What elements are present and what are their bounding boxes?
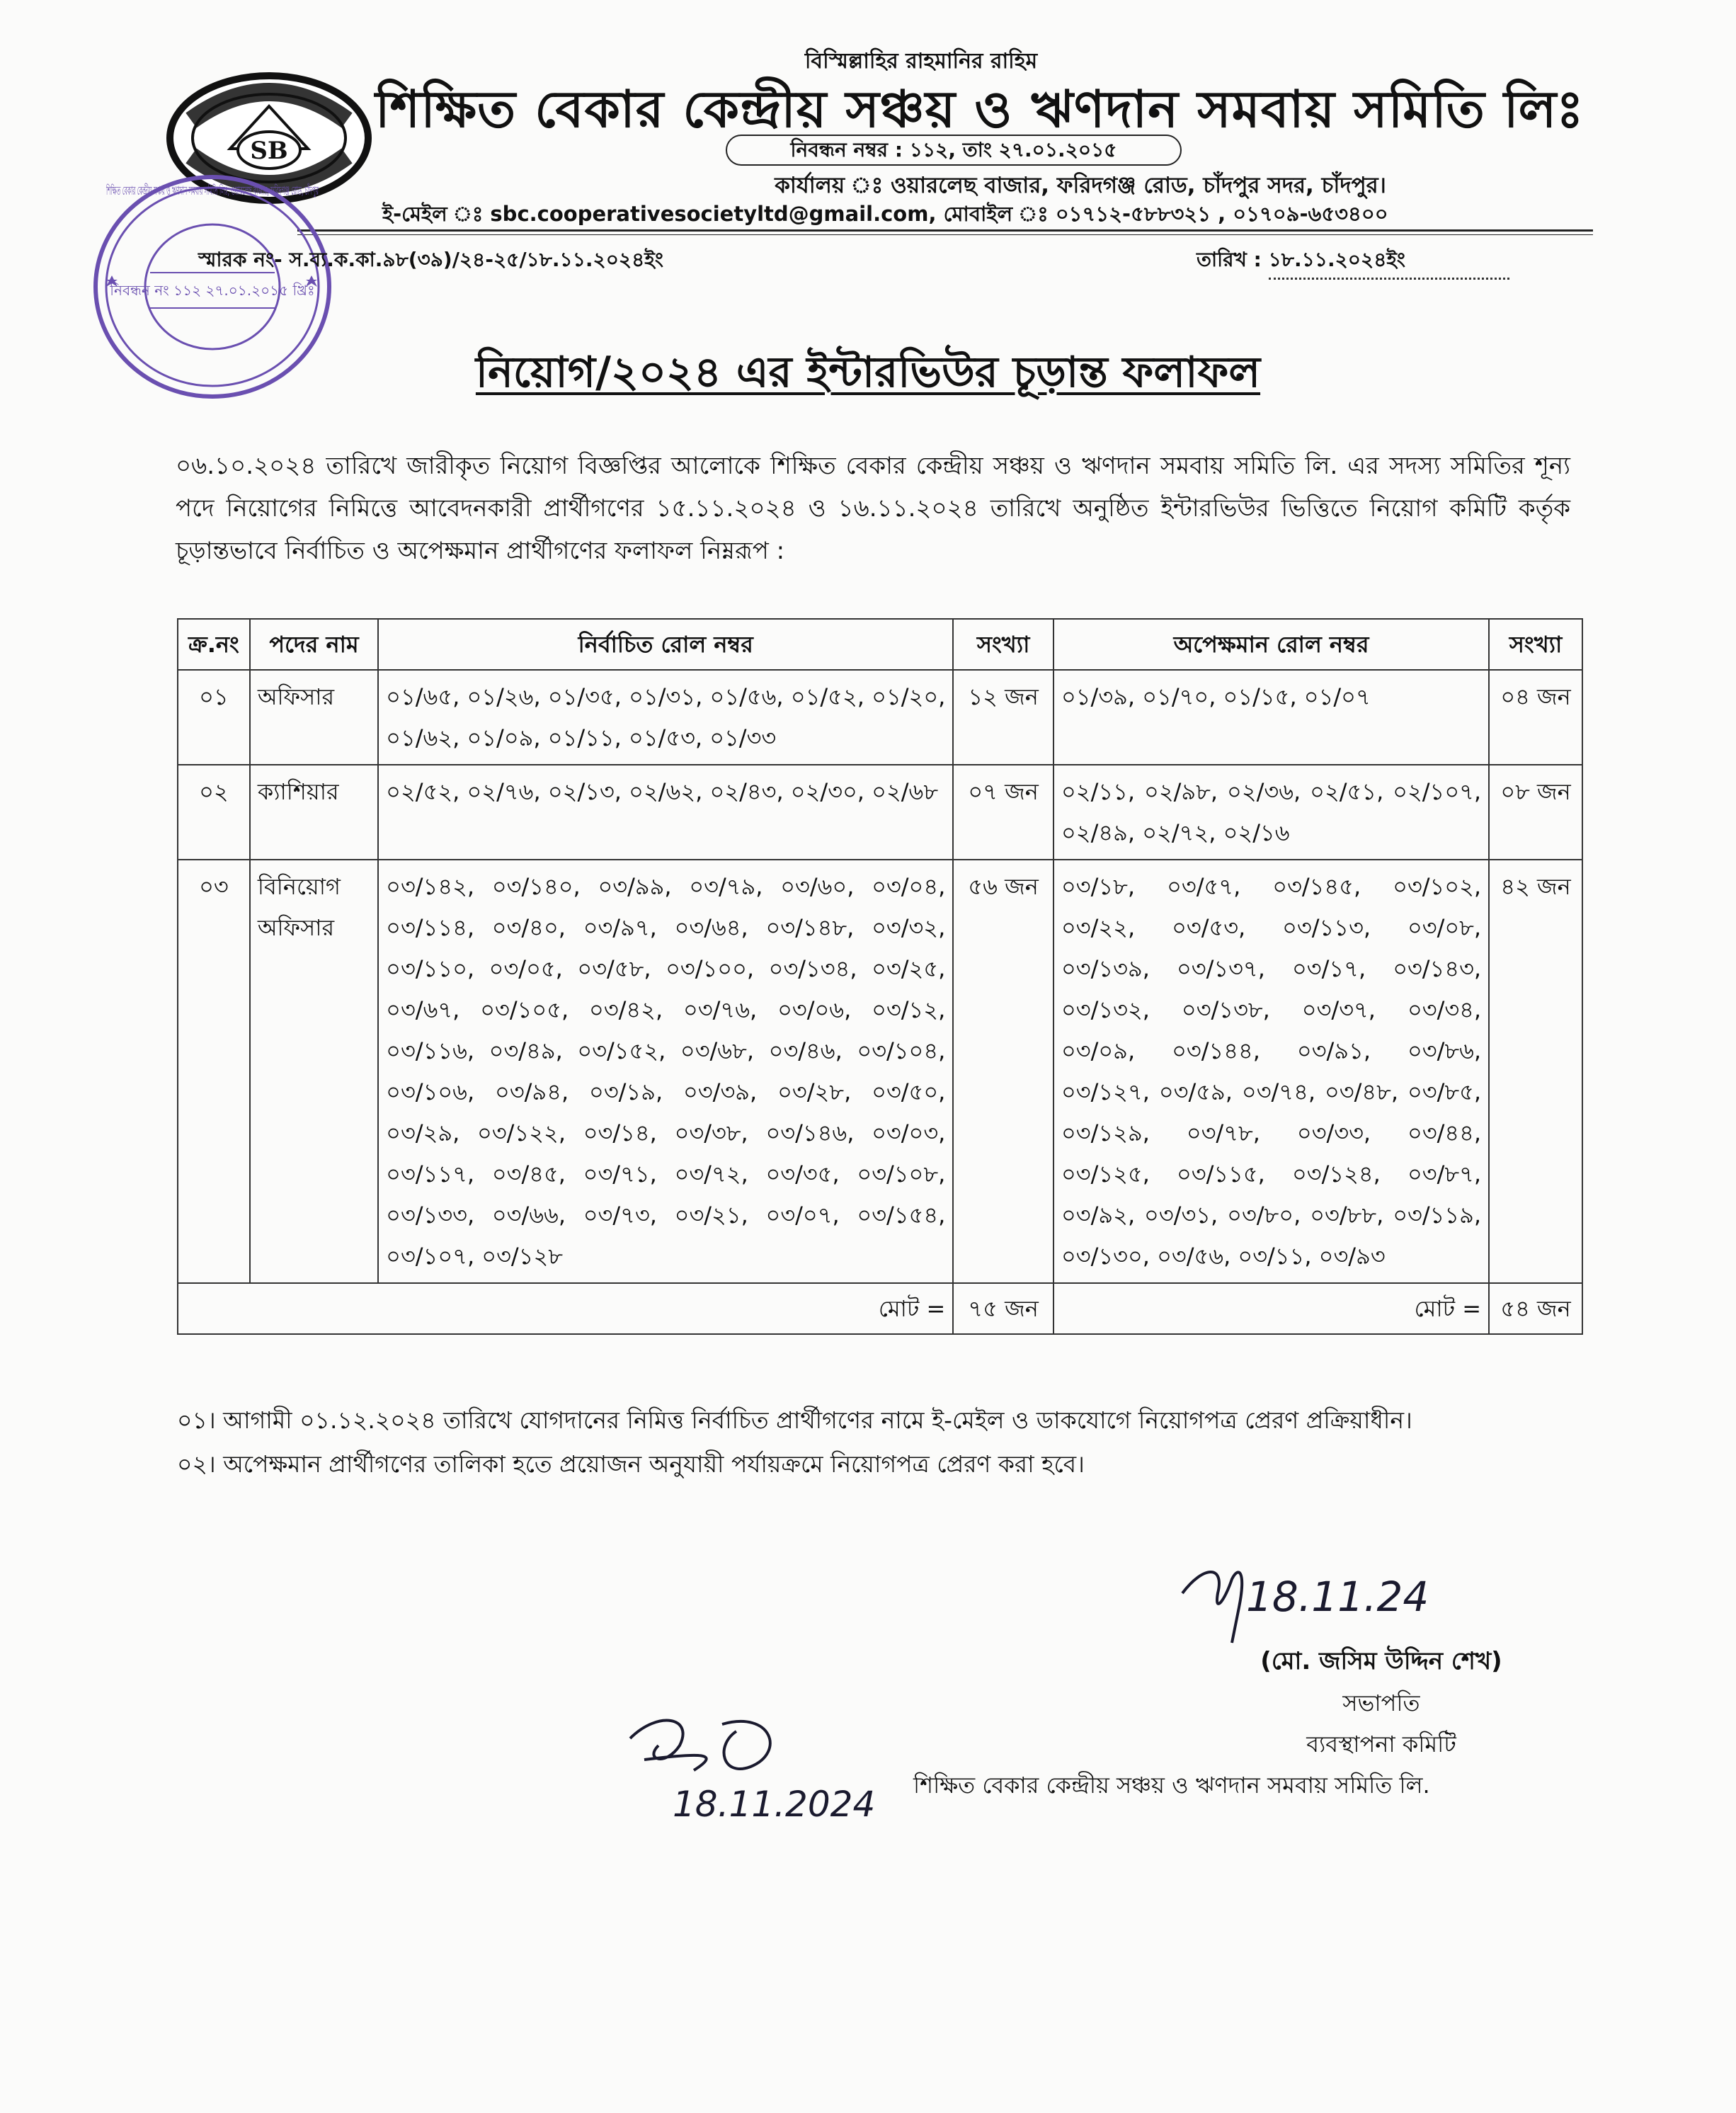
note-item: ০১। আগামী ০১.১২.২০২৪ তারিখে যোগদানের নিমিত্ত নির্বাচিত প্রার্থীগণের নামে ই-মেইল ও ডাকযোগে নিয়োগপত্র প্রেরণ প্রক্রিয়াধীন। [177, 1406, 1412, 1434]
row-selected-count: ৫৬ জন [953, 860, 1053, 1283]
header-sl: ক্র.নং [178, 619, 250, 670]
row-sl: ০৩ [178, 860, 250, 1283]
issue-date [1197, 244, 1509, 280]
memo-number [198, 244, 663, 278]
row-selected-rolls: ০৩/১৪২, ০৩/১৪০, ০৩/৯৯, ০৩/৭৯, ০৩/৬০, ০৩/০৪, ০৩/১১৪, ০৩/৪০, ০৩/৯৭, ০৩/৬৪, ০৩/১৪৮, ০৩/৩২, ০৩/১১০, ০৩/০৫, ০৩/৫৮, ০৩/১০০, ০৩/১৩৪, ০৩/২৫, ০৩/৬৭, ০৩/১০৫, ০৩/৪২, ০৩/৭৬, ০৩/০৬, ০৩/১২, ০৩/১১৬, ০৩/৪৯, ০৩/১৫২, ০৩/৬৮, ০৩/৪৬, ০৩/১০৪, ০৩/১০৬, ০৩/৯৪, ০৩/১৯, ০৩/৩৯, ০৩/২৮, ০৩/৫০, ০৩/২৯, ০৩/১২২, ০৩/১৪, ০৩/৩৮, ০৩/১৪৬, ০৩/০৩, ০৩/১১৭, ০৩/৪৫, ০৩/৭১, ০৩/৭২, ০৩/৩৫, ০৩/১০৮, ০৩/১৩৩, ০৩/৬৬, ০৩/৭৩, ০৩/২১, ০৩/০৭, ০৩/১৫৪, ০৩/১০৭, ০৩/১২৮ [378, 860, 953, 1283]
note-item: ০২। অপেক্ষমান প্রার্থীগণের তালিকা হতে প্রয়োজন অনুযায়ী পর্যায়ক্রমে নিয়োগপত্র প্রেরণ করা হবে। [177, 1450, 1085, 1478]
table-row [178, 670, 1582, 765]
row-sl: ০২ [178, 765, 250, 860]
row-waiting-rolls: ০৩/১৮, ০৩/৫৭, ০৩/১৪৫, ০৩/১০২, ০৩/২২, ০৩/৫৩, ০৩/১১৩, ০৩/০৮, ০৩/১৩৯, ০৩/১৩৭, ০৩/১৭, ০৩/১৪৩, ০৩/১৩২, ০৩/১৩৮, ০৩/৩৭, ০৩/৩৪, ০৩/০৯, ০৩/১৪৪, ০৩/৯১, ০৩/৮৬, ০৩/১২৭, ০৩/৫৯, ০৩/৭৪, ০৩/৪৮, ০৩/৮৫, ০৩/১২৯, ০৩/৭৮, ০৩/৩৩, ০৩/৪৪, ০৩/১২৫, ০৩/১১৫, ০৩/১২৪, ০৩/৮৭, ০৩/৯২, ০৩/৩১, ০৩/৮০, ০৩/৮৮, ০৩/১১৯, ০৩/১৩০, ০৩/৫৬, ০৩/১১, ০৩/৯৩ [1053, 860, 1489, 1283]
memo-label: স্মারক নং- [198, 248, 282, 271]
second-signature-date: 18.11.2024 [673, 1784, 876, 1825]
table-row [178, 860, 1582, 1283]
header-count-2: সংখ্যা [1489, 619, 1582, 670]
row-selected-rolls: ০২/৫২, ০২/৭৬, ০২/১৩, ০২/৬২, ০২/৪৩, ০২/৩০, ০২/৬৮ [378, 765, 953, 860]
header-selected: নির্বাচিত রোল নম্বর [378, 619, 953, 670]
date-value: ১৮.১১.২০২৪ইং [1269, 244, 1509, 280]
signatory-organization: শিক্ষিত বেকার কেন্দ্রীয় সঞ্চয় ও ঋণদান সমবায় সমিতি লি. [913, 1772, 1430, 1799]
header-rule-thin [297, 234, 1593, 235]
header-post: পদের নাম [250, 619, 378, 670]
table-row [178, 765, 1582, 860]
table-header-row [178, 619, 1582, 670]
row-selected-count: ০৭ জন [953, 765, 1053, 860]
secretary-signature [616, 1710, 899, 1830]
table-total-row [178, 1283, 1582, 1334]
header-count: সংখ্যা [953, 619, 1053, 670]
total-label-waiting: মোট = [1053, 1283, 1489, 1334]
notes-list [177, 1399, 1593, 1486]
document-title: নিয়োগ/২০২৪ এর ইন্টারভিউর চূড়ান্ত ফলাফল [475, 348, 1261, 397]
signatory-committee: ব্যবস্থাপনা কমিটি [1306, 1731, 1456, 1758]
row-waiting-count: ৪২ জন [1489, 860, 1582, 1283]
row-waiting-rolls: ০২/১১, ০২/৯৮, ০২/৩৬, ০২/৫১, ০২/১০৭, ০২/৪৯, ০২/৭২, ০২/১৬ [1053, 765, 1489, 860]
signature-date: 18.11.24 [1246, 1573, 1429, 1621]
results-table [177, 618, 1583, 1335]
row-post: বিনিয়োগ অফিসার [250, 860, 378, 1283]
row-sl: ০১ [178, 670, 250, 765]
row-post: ক্যাশিয়ার [250, 765, 378, 860]
stamp-center-text: নিবন্ধন নং ১১২ ২৭.০১.২০১৫ খ্রিঃ [110, 282, 315, 299]
row-selected-count: ১২ জন [953, 670, 1053, 765]
signatory-name: (মো. জসিম উদ্দিন শেখ) [1260, 1647, 1502, 1675]
total-selected: ৭৫ জন [953, 1283, 1053, 1334]
bismillah-line: বিস্মিল্লাহির রাহমানির রাহিম [804, 49, 1038, 74]
signatory-role: সভাপতি [1342, 1690, 1420, 1716]
office-address: কার্যালয় ঃ ওয়ারলেছ বাজার, ফরিদগঞ্জ রোড, চাঁদপুর সদর, চাঁদপুর। [775, 173, 1386, 198]
president-signature [1175, 1551, 1458, 1650]
header-waiting: অপেক্ষমান রোল নম্বর [1053, 619, 1489, 670]
stamp-ring-text: শিক্ষিত বেকার কেন্দ্রীয় সঞ্চয় ও ঋণদান সমবায় সমিতি লিঃ, ওয়ারলেছ বাজার, ফরিদগঞ্জ রোড, চাঁদপুর [106, 184, 590, 198]
row-waiting-rolls: ০১/৩৯, ০১/৭০, ০১/১৫, ০১/০৭ [1053, 670, 1489, 765]
row-waiting-count: ০৮ জন [1489, 765, 1582, 860]
header-rule [297, 229, 1593, 232]
total-waiting: ৫৪ জন [1489, 1283, 1582, 1334]
row-waiting-count: ০৪ জন [1489, 670, 1582, 765]
registration-number: নিবন্ধন নম্বর : ১১২, তাং ২৭.০১.২০১৫ [726, 135, 1182, 166]
logo-letters: SB [250, 137, 288, 165]
memo-value: স.ব্য.ক.কা.৯৮(৩৯)/২৪-২৫/১৮.১১.২০২৪ইং [289, 248, 663, 271]
row-selected-rolls: ০১/৬৫, ০১/২৬, ০১/৩৫, ০১/৩১, ০১/৫৬, ০১/৫২, ০১/২০, ০১/৬২, ০১/০৯, ০১/১১, ০১/৫৩, ০১/৩৩ [378, 670, 953, 765]
row-post: অফিসার [250, 670, 378, 765]
organization-name: শিক্ষিত বেকার কেন্দ্রীয় সঞ্চয় ও ঋণদান সমবায় সমিতি লিঃ [375, 79, 1584, 139]
total-label-selected: মোট = [178, 1283, 953, 1334]
contact-line: ই-মেইল ঃ sbc.cooperativesocietyltd@gmail.com, মোবাইল ঃ ০১৭১২-৫৮৮৩২১ , ০১৭০৯-৬৫৩৪০০ [382, 202, 1388, 226]
intro-paragraph: ০৬.১০.২০২৪ তারিখে জারীকৃত নিয়োগ বিজ্ঞপ্তির আলোকে শিক্ষিত বেকার কেন্দ্রীয় সঞ্চয় ও ঋণদান সমবায় সমিতি লি. এর সদস্য সমিতির শূন্য পদে নিয়োগের নিমিত্তে আবেদনকারী প্রার্থীগণের ১৫.১১.২০২৪ ও ১৬.১১.২০২৪ তারিখে অনুষ্ঠিত ইন্টারভিউর ভিত্তিতে নিয়োগ কমিটি কর্তৃক চূড়ান্তভাবে নির্বাচিত ও অপেক্ষমান প্রার্থীগণের ফলাফল নিম্নরূপ : [176, 452, 1570, 565]
date-label: তারিখ : [1197, 248, 1262, 271]
